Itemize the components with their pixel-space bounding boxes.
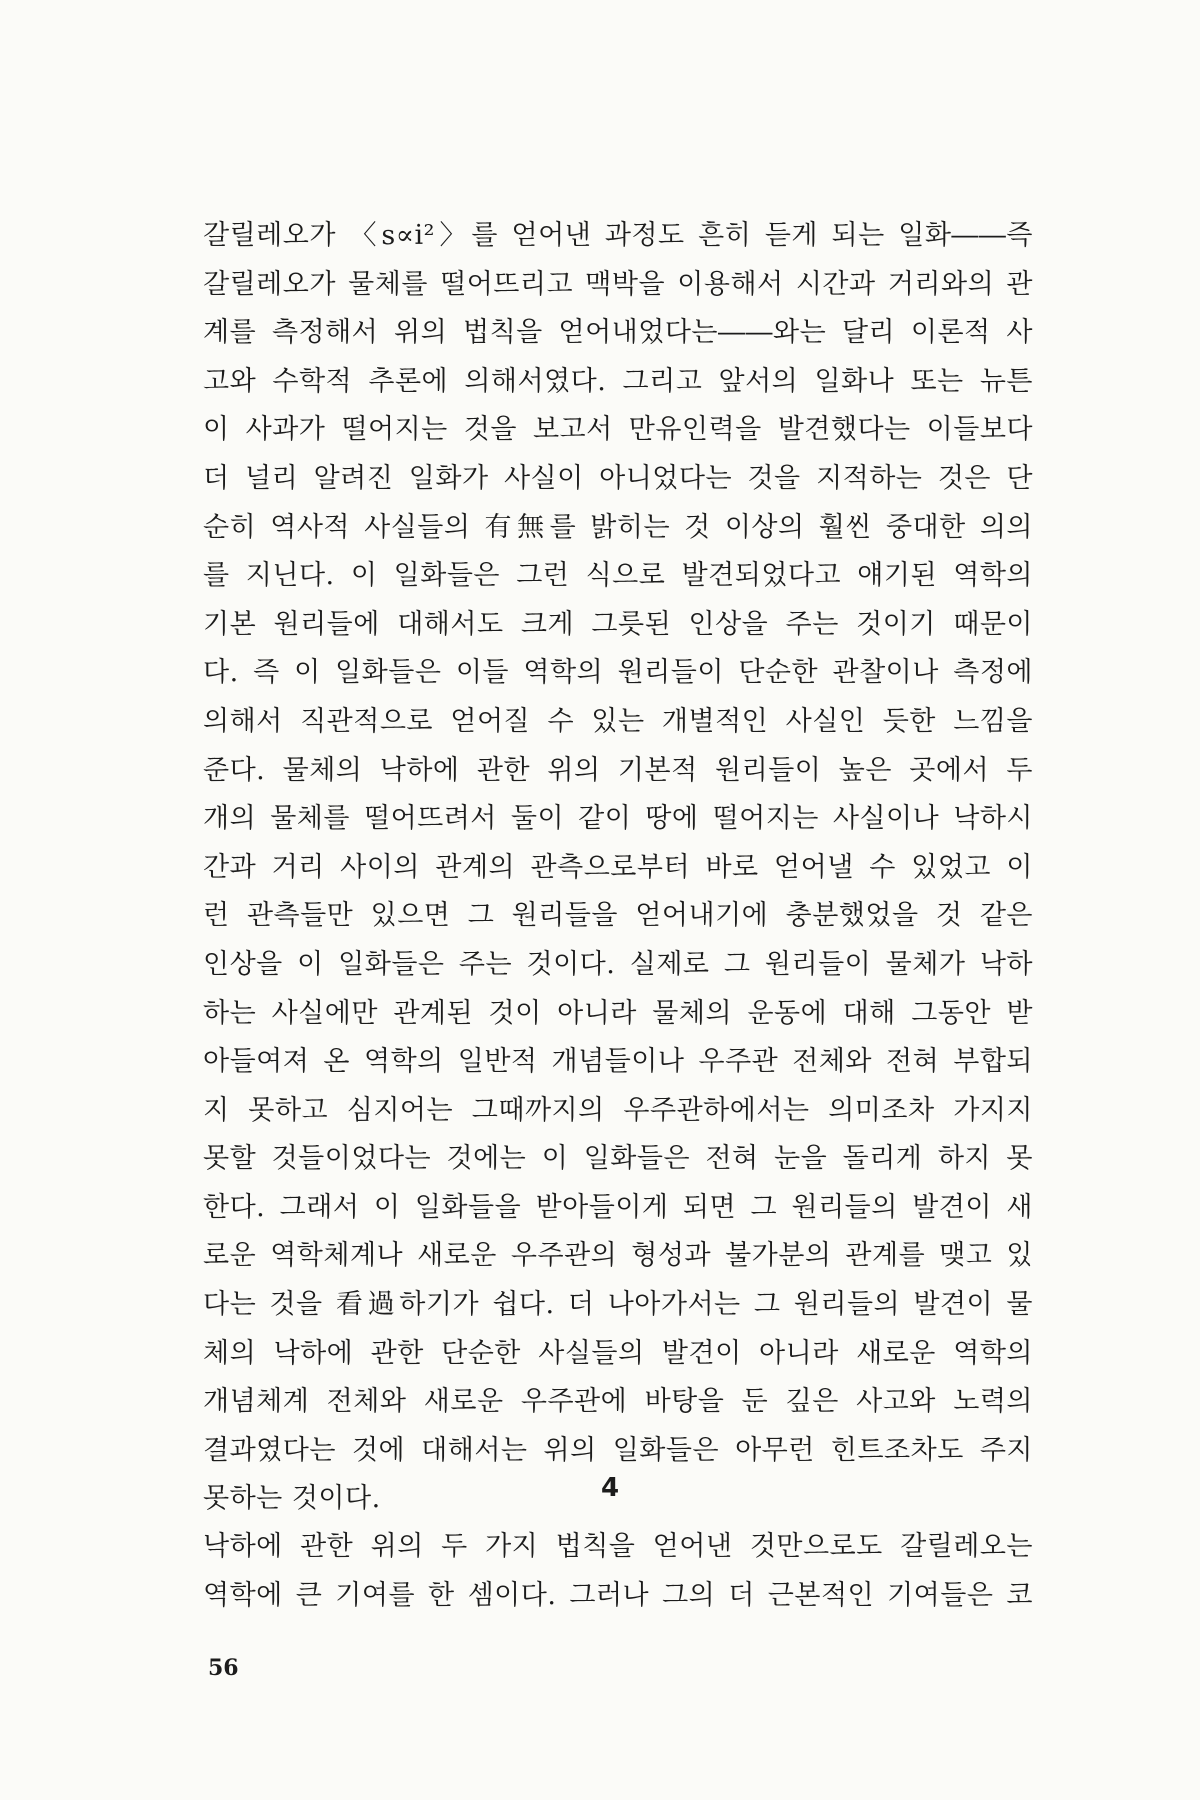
text-line: 더 널리 알려진 일화가 사실이 아니었다는 것을 지적하는 것은 단 (203, 462, 1033, 494)
text-line: 계를 측정해서 위의 법칙을 얻어내었다는――와는 달리 이론적 사 (203, 317, 1033, 349)
text-line: 역학에 큰 기여를 한 셈이다. 그러나 그의 더 근본적인 기여들은 코 (203, 1579, 1033, 1611)
text-line: 낙하에 관한 위의 두 가지 법칙을 얻어낸 것만으로도 갈릴레오는 (203, 1531, 1033, 1562)
text-line: 인상을 이 일화들은 주는 것이다. 실제로 그 원리들이 물체가 낙하 (203, 948, 1033, 980)
body-paragraph (203, 212, 1033, 1524)
text-line: 아들여져 온 역학의 일반적 개념들이나 우주관 전체와 전혀 부합되 (203, 1046, 1033, 1078)
text-line: 이 사과가 떨어지는 것을 보고서 만유인력을 발견했다는 이들보다 (203, 414, 1033, 446)
text-line: 하는 사실에만 관계된 것이 아니라 물체의 운동에 대해 그동안 받 (203, 997, 1033, 1029)
text-line: 기본 원리들에 대해서도 크게 그릇된 인상을 주는 것이기 때문이 (203, 608, 1033, 640)
page-number: 56 (208, 1655, 239, 1681)
text-line: 체의 낙하에 관한 단순한 사실들의 발견이 아니라 새로운 역학의 (203, 1337, 1033, 1369)
section-number: 4 (600, 1473, 620, 1503)
text-line: 지 못하고 심지어는 그때까지의 우주관하에서는 의미조차 가지지 (203, 1094, 1033, 1126)
text-line: 개념체계 전체와 새로운 우주관에 바탕을 둔 깊은 사고와 노력의 (203, 1386, 1033, 1418)
text-line: 런 관측들만 있으면 그 원리들을 얻어내기에 충분했었을 것 같은 (203, 900, 1033, 932)
text-line: 다는 것을 看過하기가 쉽다. 더 나아가서는 그 원리들의 발견이 물 (203, 1289, 1033, 1321)
text-line: 다. 즉 이 일화들은 이들 역학의 원리들이 단순한 관찰이나 측정에 (203, 657, 1033, 689)
text-line: 고와 수학적 추론에 의해서였다. 그리고 앞서의 일화나 또는 뉴튼 (203, 365, 1033, 397)
text-line: 의해서 직관적으로 얻어질 수 있는 개별적인 사실인 듯한 느낌을 (203, 705, 1033, 737)
text-line: 못하는 것이다. (203, 1483, 381, 1515)
text-line: 갈릴레오가 〈s∝i²〉를 얻어낸 과정도 흔히 듣게 되는 일화――즉 (203, 220, 1033, 251)
text-line: 한다. 그래서 이 일화들을 받아들이게 되면 그 원리들의 발견이 새 (203, 1191, 1033, 1223)
section-paragraph (203, 1523, 1033, 1620)
text-line: 갈릴레오가 물체를 떨어뜨리고 맥박을 이용해서 시간과 거리와의 관 (203, 268, 1033, 300)
text-line: 준다. 물체의 낙하에 관한 위의 기본적 원리들이 높은 곳에서 두 (203, 754, 1033, 786)
text-line: 순히 역사적 사실들의 有無를 밝히는 것 이상의 훨씬 중대한 의의 (203, 511, 1033, 543)
text-line: 를 지닌다. 이 일화들은 그런 식으로 발견되었다고 얘기된 역학의 (203, 560, 1033, 592)
text-line: 결과였다는 것에 대해서는 위의 일화들은 아무런 힌트조차도 주지 (203, 1434, 1033, 1466)
text-line: 못할 것들이었다는 것에는 이 일화들은 전혀 눈을 돌리게 하지 못 (203, 1143, 1033, 1175)
text-line: 로운 역학체계나 새로운 우주관의 형성과 불가분의 관계를 맺고 있 (203, 1240, 1033, 1272)
text-line: 개의 물체를 떨어뜨려서 둘이 같이 땅에 떨어지는 사실이나 낙하시 (203, 803, 1033, 835)
text-line: 간과 거리 사이의 관계의 관측으로부터 바로 얻어낼 수 있었고 이 (203, 851, 1033, 883)
